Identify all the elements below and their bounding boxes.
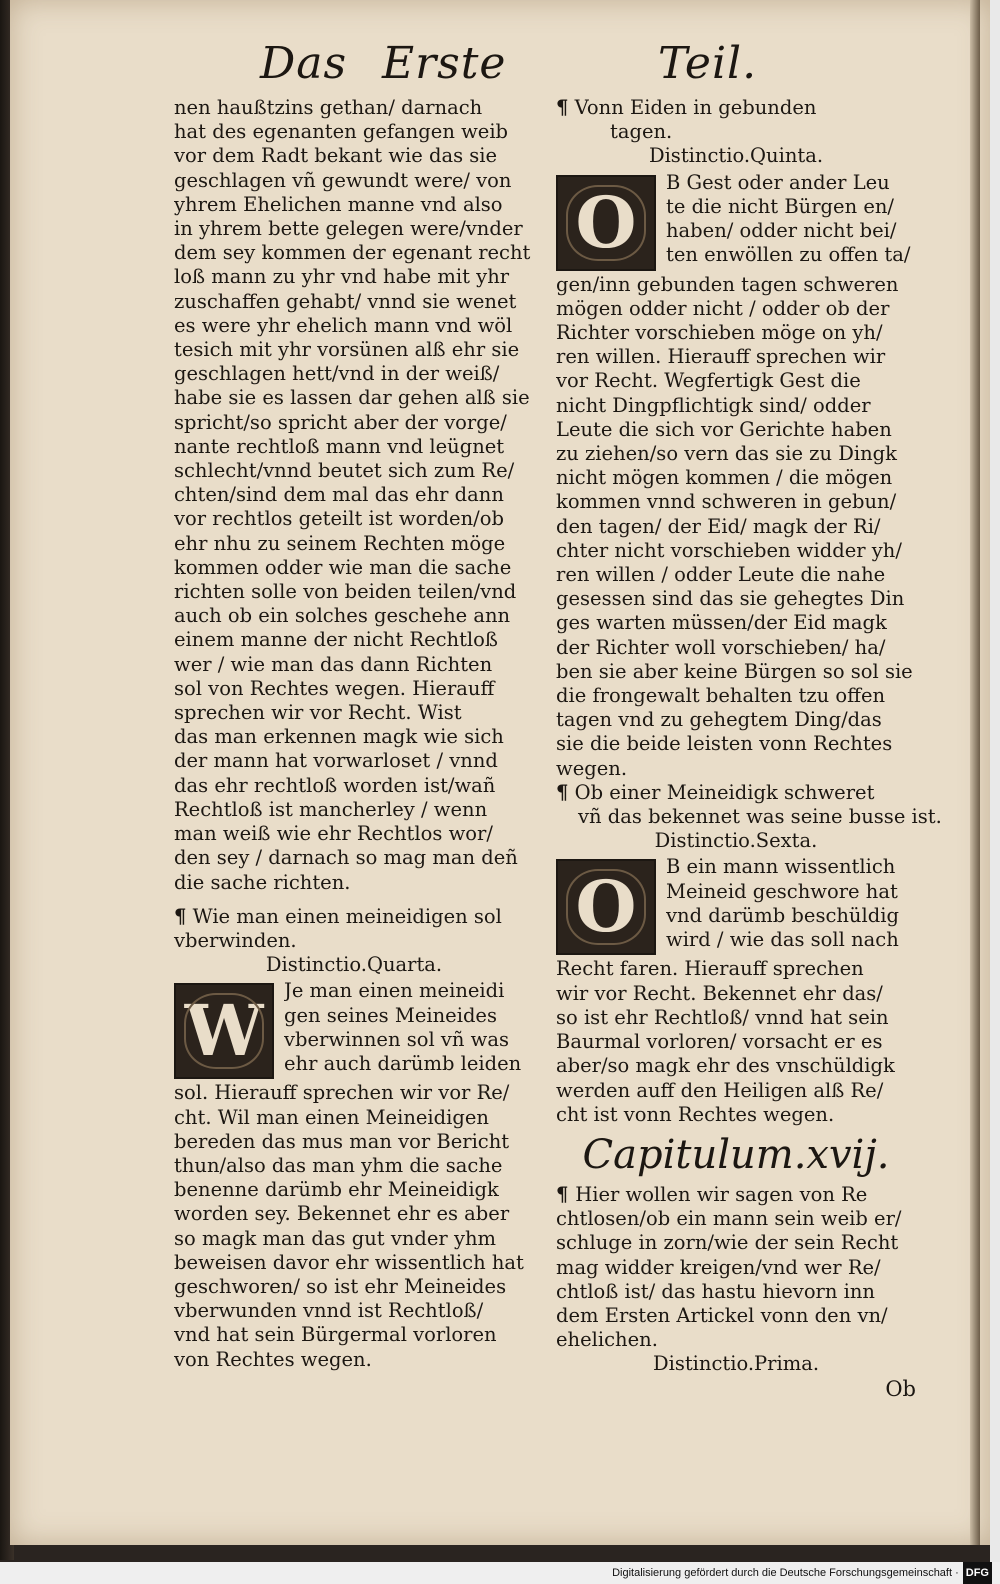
text-line: ehr auch darümb leiden: [284, 1051, 522, 1075]
text-line: kommen odder wie man die sache: [174, 555, 512, 579]
text-line: sol von Rechtes wegen. Hierauff: [174, 676, 495, 700]
text-line: Rechtloß ist mancherley / wenn: [174, 797, 488, 821]
text-line: von Rechtes wegen.: [174, 1347, 372, 1371]
right-column: [556, 96, 942, 1401]
text-line: ten enwöllen zu offen ta/: [666, 243, 911, 267]
footer-credit-text: Digitalisierung gefördert durch die Deutsche Forschungsgemeinschaft ·: [612, 1567, 959, 1579]
book-page: [10, 0, 990, 1545]
digitization-footer: [0, 1562, 1000, 1584]
distinctio-quinta: Distinctio.Quinta.: [648, 144, 824, 168]
text-line: mag widder kreigen/vnd wer Re/: [556, 1255, 881, 1279]
text-line: die sache richten.: [174, 870, 351, 894]
text-line: schluge in zorn/wie der sein Recht: [556, 1231, 899, 1255]
text-line: geschlagen vñ gewundt were/ von: [174, 168, 512, 192]
text-line-content: Hier wollen wir sagen von Re: [575, 1182, 868, 1206]
text-line: man weiß wie ehr Rechtlos wor/: [174, 822, 493, 846]
section-heading-eiden-cont: tagen.: [610, 120, 673, 144]
text-line: Meineid geschwore hat: [666, 879, 898, 903]
text-line: nicht Dingpflichtigk sind/ odder: [556, 393, 871, 417]
text-line: zuschaffen gehabt/ vnnd sie wenet: [174, 289, 517, 313]
text-line: tesich mit yhr vorsünen alß ehr sie: [174, 338, 520, 362]
dfg-logo: DFG: [963, 1562, 992, 1584]
pilcrow-icon: ¶: [556, 780, 569, 804]
text-line: so magk man das gut vnder yhm: [174, 1226, 497, 1250]
text-line: mögen odder nicht / odder ob der: [556, 296, 890, 320]
initial-capital-w: W: [174, 983, 274, 1079]
text-line: ren willen. Hierauff sprechen wir: [556, 345, 886, 369]
text-line: vnd hat sein Bürgermal vorloren: [174, 1323, 497, 1347]
text-line: chtlosen/ob ein mann sein weib er/: [556, 1207, 902, 1231]
section-heading-cont: vberwinden.: [174, 928, 297, 952]
section-heading-meineidigk-cont: vñ das bekennet was seine busse ist.: [578, 805, 942, 829]
text-line: dem sey kommen der egenant recht: [174, 241, 531, 265]
text-line: vor dem Radt bekant wie das sie: [174, 144, 498, 168]
section-heading-text: Vonn Eiden in gebunden: [574, 96, 817, 119]
text-line: vberwinnen sol vñ was: [284, 1027, 509, 1051]
text-line: haben/ odder nicht bei/: [666, 219, 897, 243]
text-line: nante rechtloß mann vnd leügnet: [174, 434, 505, 458]
text-line: ehelichen.: [556, 1328, 658, 1352]
text-line: nicht mögen kommen / die mögen: [556, 466, 893, 490]
text-line: Je man einen meineidi: [284, 979, 505, 1003]
text-line: so ist ehr Rechtloß/ vnnd hat sein: [556, 1005, 889, 1029]
right-body-text-1: [556, 273, 916, 781]
text-line: wir vor Recht. Bekennet ehr das/: [556, 981, 883, 1005]
text-line: te die nicht Bürgen en/: [666, 194, 895, 218]
text-line: nen haußtzins gethan/ darnach: [174, 96, 483, 119]
header-left-word: Das: [260, 38, 348, 89]
section-heading-text: Wie man einen meineidigen sol: [192, 904, 502, 928]
catchword: Ob: [885, 1376, 916, 1401]
section-heading-text: Ob einer Meineidigk schweret: [574, 780, 875, 804]
text-line: wer / wie man das dann Richten: [174, 652, 493, 676]
text-line: vor Recht. Wegfertigk Gest die: [556, 369, 861, 393]
text-line: gen seines Meineides: [284, 1003, 497, 1027]
text-line: werden auff den Heiligen alß Re/: [556, 1078, 884, 1102]
text-line: B Gest oder ander Leu: [666, 170, 890, 194]
text-line: habe sie es lassen dar gehen alß sie: [174, 386, 530, 410]
text-line: geschlagen hett/vnd in der weiß/: [174, 362, 500, 386]
text-line: spricht/so spricht aber der vorge/: [174, 410, 507, 434]
text-line: ben sie aber keine Bürgen so sol sie: [556, 659, 913, 683]
text-line: sprechen wir vor Recht. Wist: [174, 701, 462, 725]
text-line: sie die beide leisten vonn Rechtes: [556, 732, 893, 756]
header-middle-word: Erste: [382, 38, 507, 89]
text-line: einem manne der nicht Rechtloß: [174, 628, 498, 652]
pilcrow-icon: ¶: [556, 1182, 576, 1206]
text-line: worden sey. Bekennet ehr es aber: [174, 1202, 510, 1226]
capitulum-title: Capitulum.xvij.: [582, 1131, 890, 1178]
text-line: der Richter woll vorschieben/ ha/: [556, 635, 886, 659]
text-line: sol. Hierauff sprechen wir vor Re/: [174, 1081, 510, 1105]
distinctio-prima: Distinctio.Prima.: [652, 1352, 820, 1376]
distinctio-quarta: Distinctio.Quarta.: [265, 953, 443, 977]
text-line: schlecht/vnnd beutet sich zum Re/: [174, 459, 515, 483]
text-line: aber/so magk ehr des vnschüldigk: [556, 1054, 895, 1078]
text-line: loß mann zu yhr vnd habe mit yhr: [174, 265, 510, 289]
text-line: chter nicht vorschieben widder yh/: [556, 538, 902, 562]
text-line: dem Ersten Artickel vonn den vn/: [556, 1303, 888, 1327]
book-right-edge: [970, 0, 980, 1545]
text-line: es were yhr ehelich mann vnd wöl: [174, 313, 513, 337]
text-line: B ein mann wissentlich: [666, 855, 896, 879]
text-line: chtloß ist/ das hastu hievorn inn: [556, 1279, 875, 1303]
left-column: [174, 96, 534, 1372]
left-body-text: [174, 96, 534, 895]
text-line: das man erkennen magk wie sich: [174, 725, 504, 749]
header-right-word: Teil.: [658, 38, 758, 89]
text-line: Leute die sich vor Gerichte haben: [556, 417, 892, 441]
text-line: beweisen davor ehr wissentlich hat: [174, 1250, 524, 1274]
text-line: Recht faren. Hierauff sprechen: [556, 957, 864, 981]
text-line: vberwunden vnnd ist Rechtloß/: [174, 1299, 484, 1323]
section-heading-meineidigk: [556, 781, 916, 805]
right-body-text-2: [556, 957, 916, 1126]
initial-capital-o-1: O: [556, 175, 656, 271]
distinctio-sexta: Distinctio.Sexta.: [654, 829, 818, 853]
text-line: vor rechtlos geteilt ist worden/ob: [174, 507, 504, 531]
section-heading-meineidigen: [174, 905, 534, 929]
text-line: den sey / darnach so mag man deñ: [174, 846, 518, 870]
pilcrow-icon: ¶: [174, 904, 187, 928]
text-line: ges warten müssen/der Eid magk: [556, 611, 887, 635]
left-body-text-2: [174, 1081, 534, 1371]
text-line: thun/also das man yhm die sache: [174, 1153, 503, 1177]
section-heading-eiden: [556, 96, 916, 120]
text-line: benenne darümb ehr Meineidigk: [174, 1178, 499, 1202]
text-line: kommen vnnd schweren in gebun/: [556, 490, 897, 514]
text-line: gesessen sind das sie gehegtes Din: [556, 587, 905, 611]
text-line: Baurmal vorloren/ vorsacht er es: [556, 1030, 883, 1054]
text-line: bereden das mus man vor Bericht: [174, 1129, 510, 1153]
text-line: der mann hat vorwarloset / vnnd: [174, 749, 498, 773]
text-line: gen/inn gebunden tagen schweren: [556, 272, 899, 296]
text-line: das ehr rechtloß worden ist/wañ: [174, 773, 496, 797]
text-line: richten solle von beiden teilen/vnd: [174, 580, 517, 604]
text-line: ehr nhu zu seinem Rechten möge: [174, 531, 506, 555]
text-line: ren willen / odder Leute die nahe: [556, 563, 886, 587]
text-line: wird / wie das soll nach: [666, 928, 899, 952]
text-line: die frongewalt behalten tzu offen: [556, 684, 886, 708]
text-line: [556, 1183, 916, 1207]
text-line: auch ob ein solches geschehe ann: [174, 604, 511, 628]
text-line: zu ziehen/so vern das sie zu Dingk: [556, 442, 897, 466]
initial-capital-o-2: O: [556, 859, 656, 955]
text-line: cht ist vonn Rechtes wegen.: [556, 1102, 835, 1126]
text-line: tagen vnd zu gehegtem Ding/das: [556, 708, 882, 732]
text-line: hat des egenanten gefangen weib: [174, 120, 509, 144]
pilcrow-icon: ¶: [556, 96, 569, 119]
text-line: wegen.: [556, 756, 628, 780]
text-line: geschworen/ so ist ehr Meineides: [174, 1274, 507, 1298]
text-line: yhrem Ehelichen manne vnd also: [174, 192, 503, 216]
right-body-text-3: [556, 1183, 916, 1352]
text-line: den tagen/ der Eid/ magk der Ri/: [556, 514, 881, 538]
text-line: vnd darümb beschüldig: [666, 903, 899, 927]
text-line: chten/sind dem mal das ehr dann: [174, 483, 504, 507]
text-line: Richter vorschieben möge on yh/: [556, 321, 883, 345]
text-line: cht. Wil man einen Meineidigen: [174, 1105, 489, 1129]
text-line: in yhrem bette gelegen were/vnder: [174, 217, 523, 241]
